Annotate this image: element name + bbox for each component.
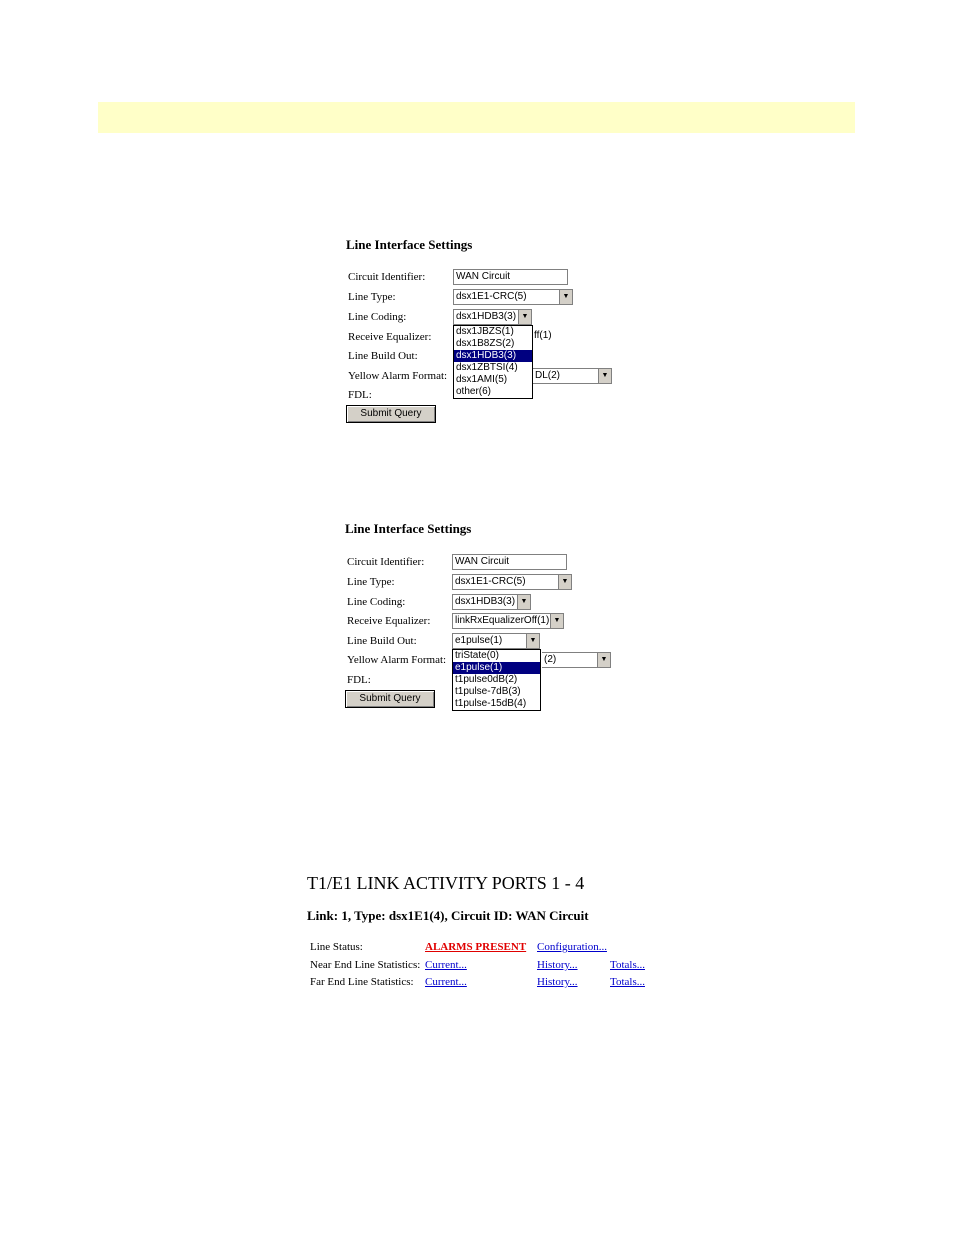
yellow-alarm-format-select[interactable] (542, 652, 611, 668)
near-end-current-link[interactable]: Current... (425, 959, 467, 971)
line-build-out-select[interactable] (452, 633, 540, 649)
line-type-row (348, 289, 638, 307)
dropdown-option[interactable]: dsx1JBZS(1) (456, 326, 514, 337)
line-coding-select[interactable] (453, 309, 532, 325)
chevron-down-icon[interactable]: ▼ (518, 310, 531, 324)
line-coding-select[interactable] (452, 594, 531, 610)
yellow-alarm-format-label: Yellow Alarm Format: (348, 370, 448, 382)
dropdown-option-selected[interactable]: dsx1HDB3(3) (454, 350, 532, 362)
circuit-identifier-input[interactable] (453, 269, 568, 285)
link-activity-subtitle: Link: 1, Type: dsx1E1(4), Circuit ID: WAN Circuit (307, 908, 589, 923)
dropdown-option-selected[interactable]: e1pulse(1) (453, 662, 540, 674)
near-end-stats-row (310, 959, 710, 975)
dropdown-option[interactable]: dsx1AMI(5) (456, 374, 508, 385)
yellow-alarm-format-select[interactable] (533, 368, 612, 384)
near-end-history-link[interactable]: History... (537, 959, 578, 971)
receive-equalizer-row (347, 613, 637, 631)
line-type-value: dsx1E1-CRC(5) (456, 291, 527, 302)
submit-query-button[interactable]: Submit Query (345, 690, 435, 708)
circuit-identifier-value: WAN Circuit (455, 556, 510, 567)
chevron-down-icon[interactable]: ▼ (597, 653, 610, 667)
circuit-identifier-row (348, 269, 638, 287)
yellow-alarm-format-label: Yellow Alarm Format: (347, 654, 447, 666)
line-coding-label: Line Coding: (347, 596, 406, 608)
line-interface-panel-1 (346, 237, 646, 437)
far-end-totals-link[interactable]: Totals... (610, 976, 645, 988)
submit-query-button[interactable]: Submit Query (346, 405, 436, 423)
chevron-down-icon[interactable]: ▼ (559, 290, 572, 304)
fdl-label: FDL: (348, 389, 372, 401)
circuit-identifier-row (347, 554, 637, 572)
circuit-identifier-label: Circuit Identifier: (347, 556, 425, 568)
line-coding-value: dsx1HDB3(3) (455, 596, 516, 607)
line-coding-row (347, 594, 637, 612)
receive-equalizer-label: Receive Equalizer: (348, 331, 432, 343)
line-coding-label: Line Coding: (348, 311, 407, 323)
line-build-out-label: Line Build Out: (348, 350, 418, 362)
receive-equalizer-value: linkRxEqualizerOff(1) (455, 615, 550, 626)
line-status-label: Line Status: (310, 941, 363, 953)
line-type-select[interactable] (453, 289, 573, 305)
chevron-down-icon[interactable]: ▼ (598, 369, 611, 383)
dropdown-option[interactable]: t1pulse-7dB(3) (455, 686, 521, 697)
circuit-identifier-value: WAN Circuit (456, 271, 511, 282)
line-interface-panel-2 (345, 521, 645, 721)
line-type-label: Line Type: (347, 576, 395, 588)
receive-equalizer-label: Receive Equalizer: (347, 615, 431, 627)
line-build-out-value: e1pulse(1) (455, 635, 503, 646)
panel-title: Line Interface Settings (346, 237, 473, 252)
dropdown-option[interactable]: other(6) (456, 386, 492, 397)
far-end-current-link[interactable]: Current... (425, 976, 467, 988)
circuit-identifier-input[interactable] (452, 554, 567, 570)
configuration-link[interactable]: Configuration... (537, 941, 607, 953)
dropdown-option[interactable]: triState(0) (455, 650, 499, 661)
circuit-identifier-label: Circuit Identifier: (348, 271, 426, 283)
line-coding-dropdown[interactable] (453, 325, 533, 399)
dropdown-option[interactable]: t1pulse-15dB(4) (455, 698, 527, 709)
line-type-select[interactable] (452, 574, 572, 590)
line-build-out-label: Line Build Out: (347, 635, 417, 647)
far-end-history-link[interactable]: History... (537, 976, 578, 988)
yellow-alarm-format-partial-value: DL(2) (535, 370, 561, 381)
yellow-alarm-format-partial-value: (2) (544, 654, 557, 665)
far-end-label: Far End Line Statistics: (310, 976, 414, 988)
dropdown-option[interactable]: t1pulse0dB(2) (455, 674, 518, 685)
chevron-down-icon[interactable]: ▼ (550, 614, 563, 628)
panel-title: Line Interface Settings (345, 521, 472, 536)
chevron-down-icon[interactable]: ▼ (517, 595, 530, 609)
near-end-totals-link[interactable]: Totals... (610, 959, 645, 971)
line-coding-value: dsx1HDB3(3) (456, 311, 517, 322)
chevron-down-icon[interactable]: ▼ (526, 634, 539, 648)
line-type-row (347, 574, 637, 592)
near-end-label: Near End Line Statistics: (310, 959, 421, 971)
fdl-label: FDL: (347, 674, 371, 686)
receive-equalizer-select[interactable] (452, 613, 564, 629)
line-status-row (310, 941, 710, 957)
line-type-value: dsx1E1-CRC(5) (455, 576, 526, 587)
far-end-stats-row (310, 976, 710, 992)
dropdown-option[interactable]: dsx1B8ZS(2) (456, 338, 515, 349)
link-activity-title: T1/E1 LINK ACTIVITY PORTS 1 - 4 (307, 873, 585, 893)
alarms-present-link[interactable]: ALARMS PRESENT (425, 941, 527, 953)
chevron-down-icon[interactable]: ▼ (558, 575, 571, 589)
line-type-label: Line Type: (348, 291, 396, 303)
receive-equalizer-partial-value: ff(1) (534, 330, 552, 341)
header-banner (98, 102, 855, 133)
dropdown-option[interactable]: dsx1ZBTSI(4) (456, 362, 518, 373)
line-build-out-dropdown[interactable] (452, 649, 541, 711)
